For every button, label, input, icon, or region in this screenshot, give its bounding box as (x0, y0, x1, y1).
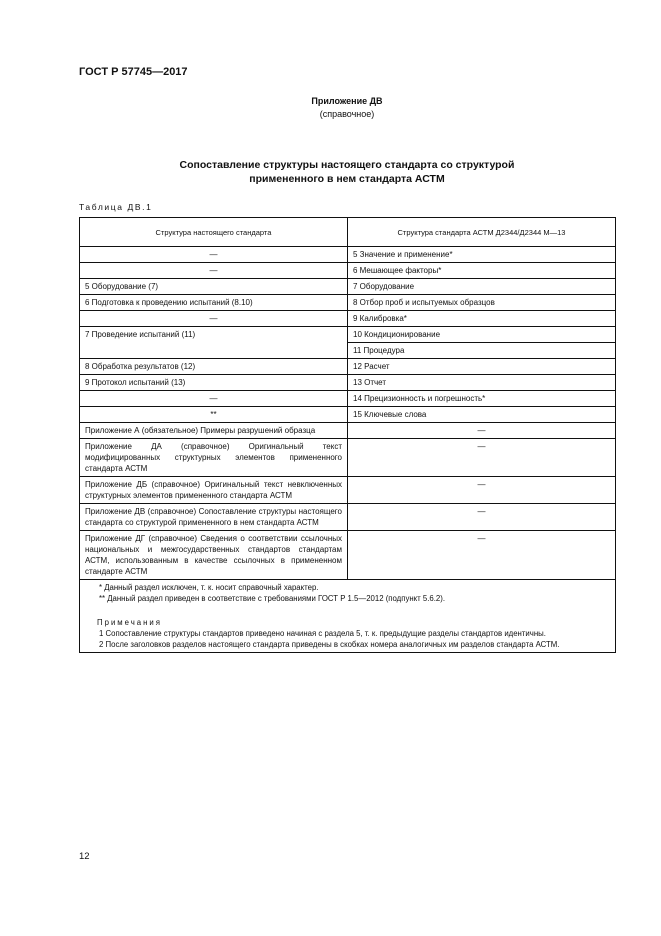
page-number: 12 (79, 851, 90, 862)
cell-right: 13 Отчет (348, 375, 616, 391)
cell-left: — (80, 311, 348, 327)
col-header-astm-standard: Структура стандарта АСТМ Д2344/Д2344 М—13 (348, 218, 616, 247)
table-row (80, 407, 616, 423)
cell-right: 9 Калибровка* (348, 311, 616, 327)
cell-left: — (80, 391, 348, 407)
note-2: 2 После заголовков разделов настоящего стандарта приведены в скобках номера аналогичных им разделов стандарта АСТМ. (99, 640, 560, 649)
document-title (79, 158, 615, 186)
cell-left: Приложение ДБ (справочное) Оригинальный текст невключенных структурных элементов примененного стандарта АСТМ (80, 477, 348, 504)
cell-right: 11 Процедура (348, 343, 616, 359)
cell-right: 6 Мешающее факторы* (348, 263, 616, 279)
cell-right: 7 Оборудование (348, 279, 616, 295)
cell-left: 5 Оборудование (7) (80, 279, 348, 295)
document-title-line-1: Сопоставление структуры настоящего стандарта со структурой (179, 159, 515, 171)
annex-heading (79, 95, 615, 121)
cell-right: 10 Кондиционирование (348, 327, 616, 343)
cell-left: 7 Проведение испытаний (11) (80, 327, 348, 359)
table-row (80, 311, 616, 327)
notes-title: Примечания (97, 618, 163, 627)
cell-left: ** (80, 407, 348, 423)
comparison-table (79, 217, 616, 653)
cell-right: 12 Расчет (348, 359, 616, 375)
cell-left: 6 Подготовка к проведению испытаний (8.10) (80, 295, 348, 311)
cell-right: — (348, 439, 616, 477)
document-code: ГОСТ Р 57745—2017 (79, 66, 188, 78)
cell-left: Приложение ДГ (справочное) Сведения о соответствии ссылочных национальных и межгосударственных стандартов стандартам АСТМ, использованным в качестве ссылочных в примененном стандарте АСТМ (80, 531, 348, 580)
table-row (80, 295, 616, 311)
annex-title: Приложение ДВ (311, 96, 383, 106)
cell-right: 15 Ключевые слова (348, 407, 616, 423)
table-row (80, 263, 616, 279)
table-header-row (80, 218, 616, 247)
cell-right: — (348, 477, 616, 504)
cell-left: 8 Обработка результатов (12) (80, 359, 348, 375)
cell-left: Приложение А (обязательное) Примеры разрушений образца (80, 423, 348, 439)
table-row (80, 327, 616, 343)
document-title-line-2: примененного в нем стандарта АСТМ (249, 173, 445, 185)
table-row (80, 391, 616, 407)
note-1: 1 Сопоставление структуры стандартов приведено начиная с раздела 5, т. к. предыдущие разделы стандартов идентичны. (99, 629, 546, 638)
table-notes-cell (80, 580, 616, 653)
footnote-1: * Данный раздел исключен, т. к. носит справочный характер. (99, 583, 319, 592)
cell-right: 8 Отбор проб и испытуемых образцов (348, 295, 616, 311)
cell-right: — (348, 531, 616, 580)
cell-right: 5 Значение и применение* (348, 247, 616, 263)
col-header-this-standard: Структура настоящего стандарта (80, 218, 348, 247)
table-row (80, 375, 616, 391)
cell-right: 14 Прецизионность и погрешность* (348, 391, 616, 407)
table-row (80, 279, 616, 295)
footnote-2: ** Данный раздел приведен в соответствие с требованиями ГОСТ Р 1.5—2012 (подпункт 5.6.2). (99, 594, 446, 603)
table-row (80, 423, 616, 439)
cell-left: 9 Протокол испытаний (13) (80, 375, 348, 391)
cell-left: — (80, 263, 348, 279)
table-row (80, 477, 616, 504)
table-row (80, 359, 616, 375)
table-row (80, 504, 616, 531)
cell-right: — (348, 504, 616, 531)
table-row (80, 439, 616, 477)
cell-left: Приложение ДВ (справочное) Сопоставление структуры настоящего стандарта со структурой примененного в нем стандарта АСТМ (80, 504, 348, 531)
table-label: Таблица ДВ.1 (79, 202, 153, 212)
cell-left: Приложение ДА (справочное) Оригинальный текст модифицированных структурных элементов примененного стандарта АСТМ (80, 439, 348, 477)
cell-right: — (348, 423, 616, 439)
table-notes-row (80, 580, 616, 653)
table-row (80, 531, 616, 580)
cell-left: — (80, 247, 348, 263)
table-row (80, 247, 616, 263)
annex-type: (справочное) (319, 109, 375, 119)
